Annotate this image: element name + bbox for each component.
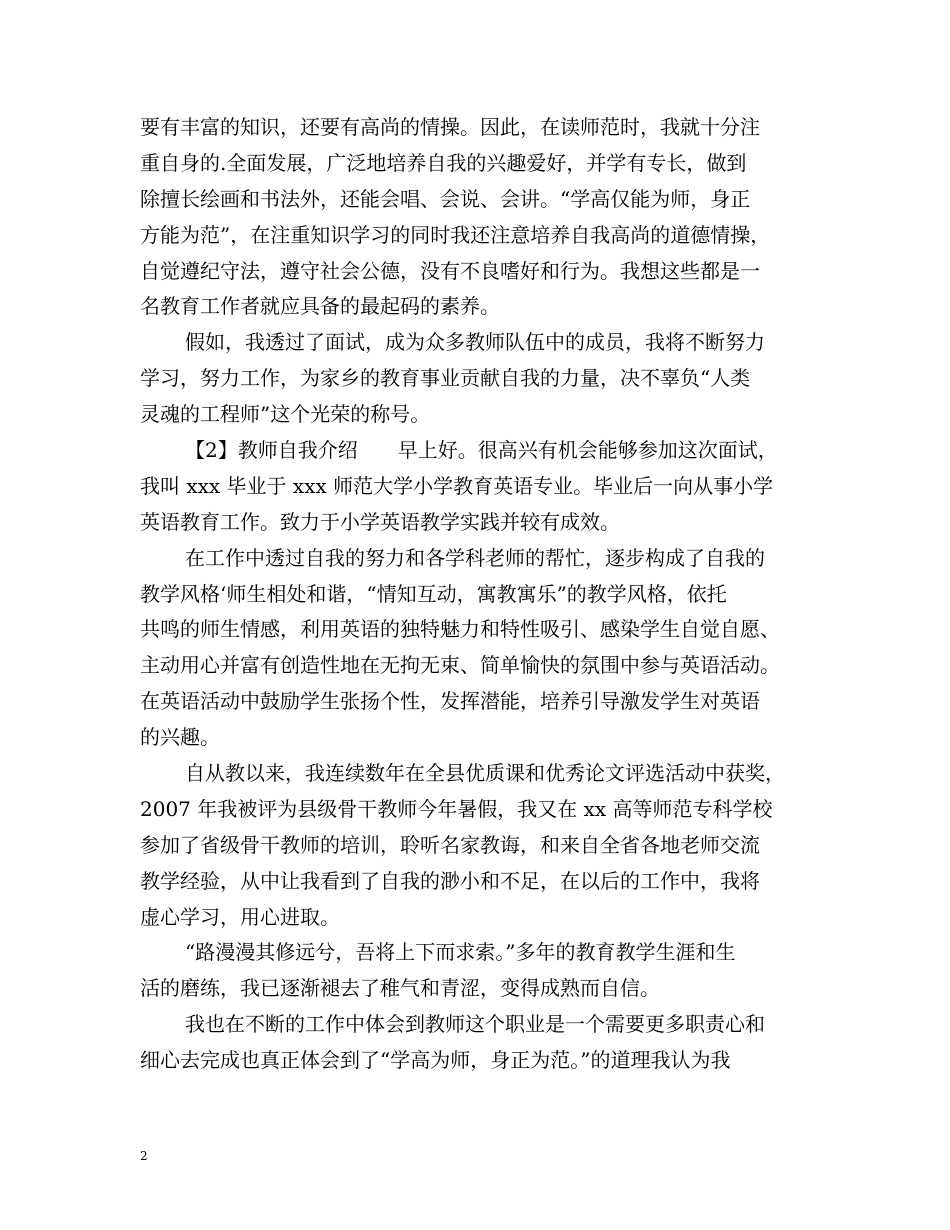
text-line: 要有丰富的知识，还要有高尚的情操。因此，在读师范时，我就十分注	[140, 115, 760, 139]
text-line: 英语教育工作。致力于小学英语教学实践并较有成效。	[140, 509, 620, 534]
text-line: 主动用心并富有创造性地在无拘无束、简单愉快的氛围中参与英语活动。	[140, 653, 780, 678]
text-line: 2007 年我被评为县级骨干教师今年暑假，我又在 xx 高等师范专科学校	[140, 796, 773, 821]
text-line: 教学经验，从中让我看到了自我的渺小和不足，在以后的工作中，我将	[140, 868, 760, 893]
text-line: 重自身的.全面发展，广泛地培养自我的兴趣爱好，并学有专长，做到	[140, 150, 747, 175]
paragraph-start-line: 在工作中透过自我的努力和各学科老师的帮忙，逐步构成了自我的	[185, 545, 765, 570]
text-line: 学习，努力工作，为家乡的教育事业贡献自我的力量，决不辜负“人类	[140, 366, 751, 391]
text-line: 名教育工作者就应具备的最起码的素养。	[140, 294, 500, 319]
section-heading-line: 【2】教师自我介绍 早上好。很高兴有机会能够参加这次面试，	[185, 438, 778, 463]
paragraph-start-line: “路漫漫其修远兮，吾将上下而求索。”多年的教育教学生涯和生	[185, 940, 736, 965]
page-number: 2	[140, 1149, 148, 1163]
text-line: 在英语活动中鼓励学生张扬个性，发挥潜能，培养引导激发学生对英语	[140, 689, 760, 714]
text-line: 参加了省级骨干教师的培训，聆听名家教诲，和来自全省各地老师交流	[140, 832, 760, 857]
text-line: 我叫 xxx 毕业于 xxx 师范大学小学教育英语专业。毕业后一向从事小学	[140, 473, 774, 498]
text-line: 活的磨练，我已逐渐褪去了稚气和青涩，变得成熟而自信。	[140, 976, 660, 1001]
text-line: 共鸣的师生情感，利用英语的独特魅力和特性吸引、感染学生自觉自愿、	[140, 617, 780, 642]
body-text	[140, 110, 820, 1079]
text-line: 细心去完成也真正体会到了“学高为师，身正为范。”的道理我认为我	[140, 1048, 731, 1073]
paragraph-start-line: 自从教以来，我连续数年在全县优质课和优秀论文评选活动中获奖，	[185, 761, 785, 786]
paragraph-start-line: 我也在不断的工作中体会到教师这个职业是一个需要更多职责心和	[185, 1012, 765, 1037]
text-line: 教学风格‘师生相处和谐，“情知互动，寓教寓乐”的教学风格，依托	[140, 581, 727, 606]
text-line: 灵魂的工程师”这个光荣的称号。	[140, 402, 431, 427]
text-line: 自觉遵纪守法，遵守社会公德，没有不良嗜好和行为。我想这些都是一	[140, 258, 760, 283]
text-line: 虚心学习，用心进取。	[140, 904, 340, 929]
text-line: 方能为范”，在注重知识学习的同时我还注意培养自我高尚的道德情操，	[140, 222, 771, 247]
paragraph-start-line: 假如，我透过了面试，成为众多教师队伍中的成员，我将不断努力	[185, 330, 765, 355]
text-line: 的兴趣。	[140, 725, 220, 750]
text-line: 除擅长绘画和书法外，还能会唱、会说、会讲。“学高仅能为师，身正	[140, 186, 751, 211]
